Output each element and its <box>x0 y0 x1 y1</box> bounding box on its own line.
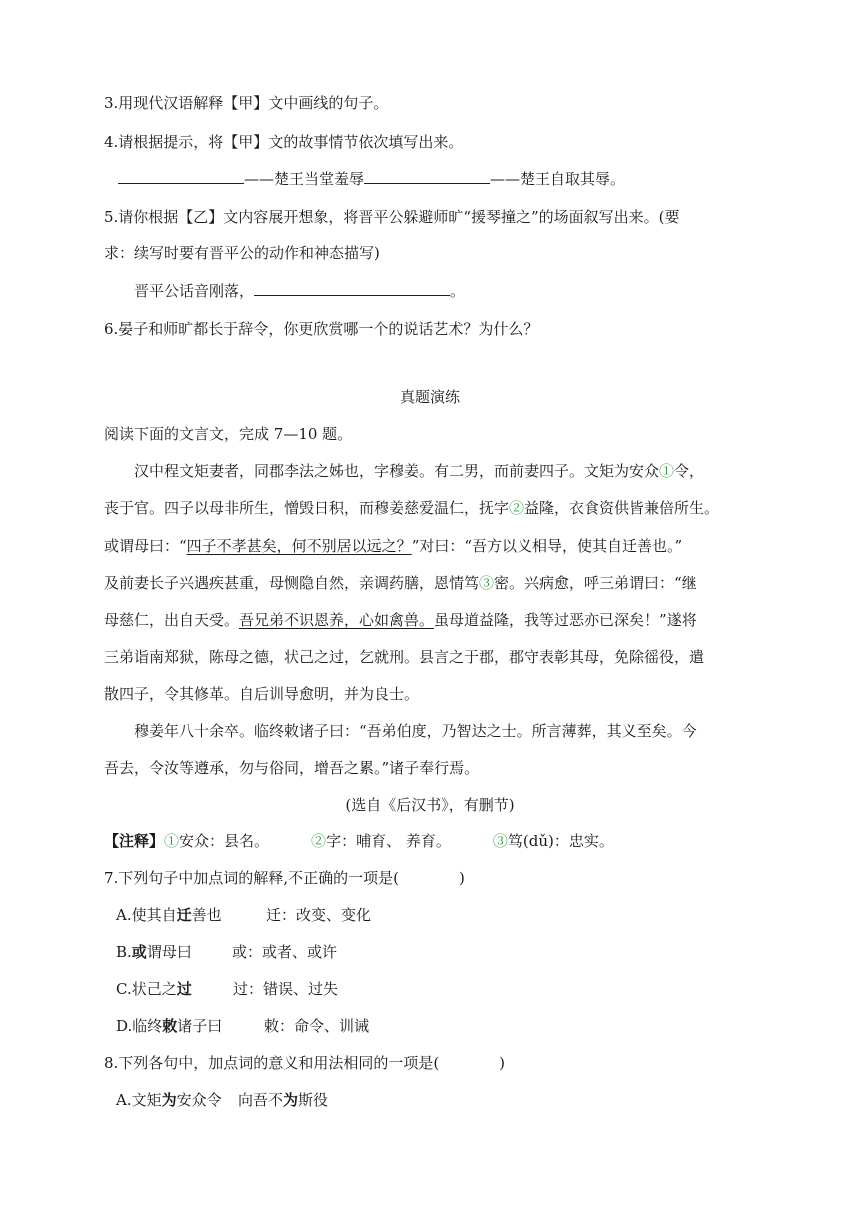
note-3-mark: ③ <box>492 832 508 850</box>
note-1-mark: ① <box>164 832 180 850</box>
passage-p1-line-4: 及前妻长子兴遇疾甚重，母恻隐自然，亲调药膳，恩情笃③密。兴病愈，呼三弟谓曰：“继 <box>104 574 697 592</box>
note-marker-2: ② <box>509 499 525 517</box>
question-4-fill-line <box>118 168 625 190</box>
passage-p1-line-7: 散四子，令其修革。自后训导愈明，并为良士。 <box>104 685 420 703</box>
underlined-sentence-1: 四子不孝甚矣，何不别居以远之？ <box>186 537 412 555</box>
question-4: 4.请根据提示，将【甲】文的故事情节依次填写出来。 <box>104 133 464 151</box>
note-1-text: 安众：县名。 <box>179 832 270 850</box>
passage-p1-line-2: 丧于官。四子以母非所生，憎毁日积，而穆姜慈爱温仁，抚字②益隆，衣食资供皆兼倍所生。 <box>104 499 720 517</box>
note-3-text: 笃(dǔ)：忠实。 <box>507 832 614 850</box>
fill-label-2: ——楚王自取其辱。 <box>490 170 626 188</box>
note-marker-1: ① <box>659 462 675 480</box>
q7-option-b[interactable]: B.或谓母曰 或：或者、或许 <box>116 943 338 961</box>
passage-p1-line-5: 母慈仁，出自天受。吾兄弟不识恩养，心如禽兽。虽母道益隆，我等过恶亦已深矣！”遂将 <box>104 611 697 629</box>
note-2-text: 字：哺育、 养育。 <box>326 832 451 850</box>
question-7-stem: 7.下列句子中加点词的解释,不正确的一项是( ) <box>104 869 465 887</box>
fill-label-1: ——楚王当堂羞辱 <box>244 170 365 188</box>
passage-p1-line-1: 汉中程文矩妻者，同郡李法之姊也，字穆姜。有二男，而前妻四子。文矩为安众①令， <box>134 462 705 480</box>
q8-option-a[interactable]: A.文矩为安众令 向吾不为斯役 <box>116 1091 329 1109</box>
note-marker-3: ③ <box>479 574 495 592</box>
note-2-mark: ② <box>311 832 327 850</box>
passage-p2-line-2: 吾去，令汝等遵承，勿与俗同，增吾之累。”诸子奉行焉。 <box>104 759 480 777</box>
question-6: 6.晏子和师旷都长于辞令，你更欣赏哪一个的说话艺术？为什么？ <box>104 320 539 338</box>
answer-blank-1[interactable] <box>118 168 244 184</box>
answer-blank-2[interactable] <box>364 168 490 184</box>
question-5-line-1: 5.请你根据【乙】文内容展开想象，将晋平公躲避师旷“援琴撞之”的场面叙写出来。(要 <box>104 208 680 226</box>
q7-option-c[interactable]: C.状己之过 过：错误、过失 <box>116 980 339 998</box>
q7-option-d[interactable]: D.临终敕诸子曰 敕：命令、训诫 <box>116 1017 370 1035</box>
question-8-stem: 8.下列各句中，加点词的意义和用法相同的一项是( ) <box>104 1054 506 1072</box>
answer-blank-3[interactable] <box>254 280 450 296</box>
question-5-answer-line <box>134 280 465 302</box>
passage-p1-line-6: 三弟诣南郑狱，陈母之德，状己之过，乞就刑。县言之于郡，郡守表彰其母，免除徭役，遣 <box>104 648 705 666</box>
answer-prefix: 晋平公话音刚落， <box>134 282 255 300</box>
underlined-sentence-2: 吾兄弟不识恩养，心如禽兽。 <box>239 611 435 629</box>
passage-p2-line-1: 穆姜年八十余卒。临终敕诸子曰：“吾弟伯度，乃智达之士。所言薄葬，其义至矣。今 <box>134 722 697 740</box>
passage-source: (选自《后汉书》，有删节) <box>345 796 515 814</box>
section-instruction: 阅读下面的文言文，完成 7—10 题。 <box>104 425 353 443</box>
notes-line <box>104 830 614 852</box>
answer-suffix: 。 <box>450 282 466 300</box>
q7-option-a[interactable]: A.使其自迁善也 迁：改变、变化 <box>116 906 372 924</box>
section-title: 真题演练 <box>399 388 460 406</box>
passage-p1-line-3: 或谓母曰：“四子不孝甚矣，何不别居以远之？”对曰：“吾方以义相导，使其自迁善也。” <box>104 537 683 555</box>
question-5-line-2: 求：续写时要有晋平公的动作和神态描写) <box>104 244 380 262</box>
notes-label: 【注释】 <box>104 832 165 850</box>
question-3: 3.用现代汉语解释【甲】文中画线的句子。 <box>104 94 389 112</box>
